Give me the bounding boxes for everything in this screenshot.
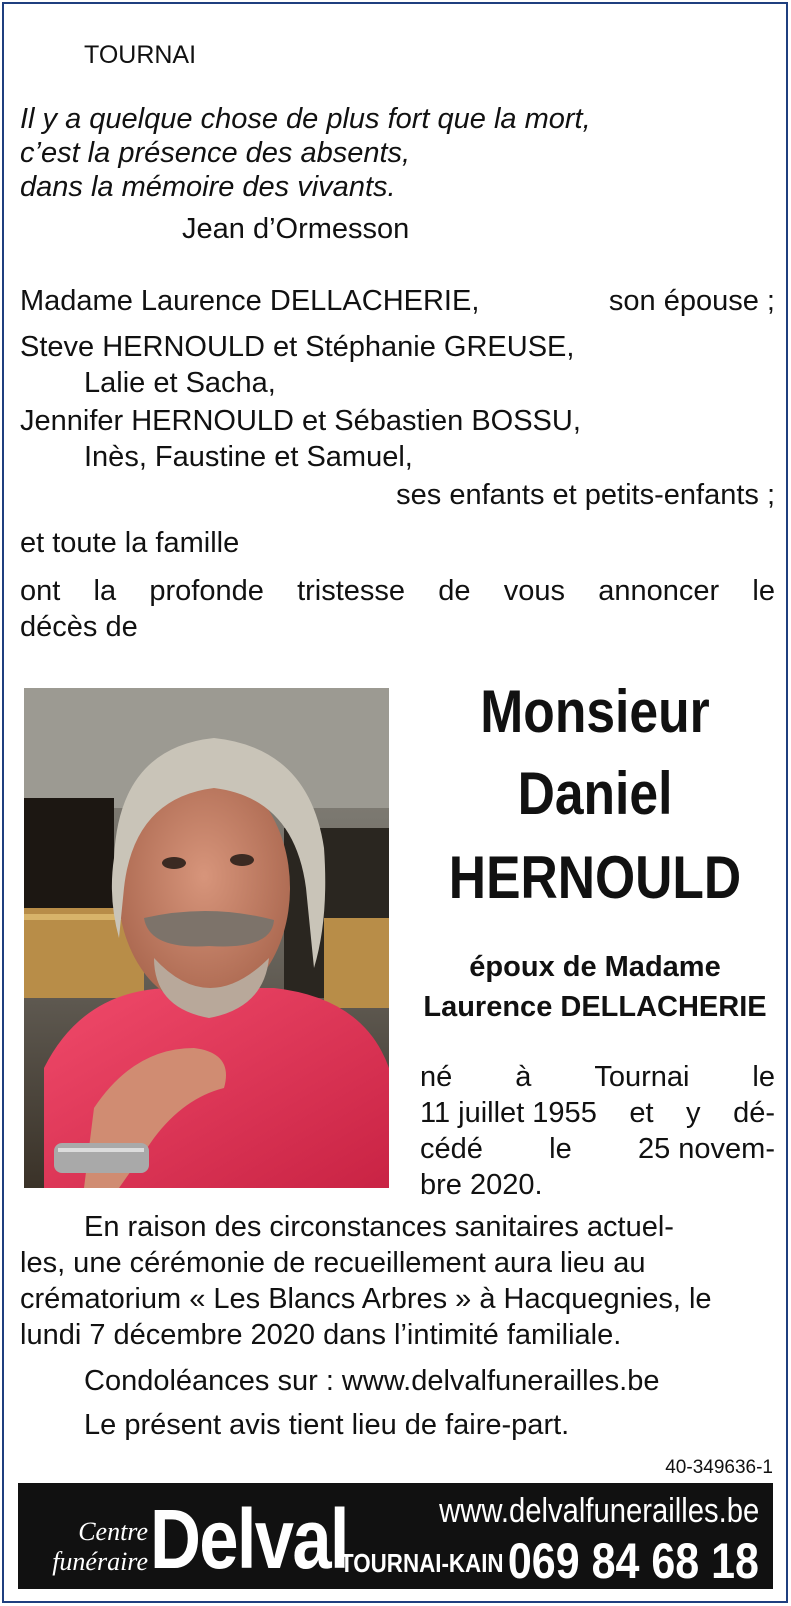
word: annoncer <box>598 575 720 607</box>
birth-line <box>420 1060 775 1094</box>
word: y <box>686 1097 701 1129</box>
word: tristesse <box>297 575 406 607</box>
birth-line <box>420 1132 775 1166</box>
ceremony-line: En raison des circonstances sanitaires actuel- <box>84 1211 674 1243</box>
word: le <box>752 1061 775 1093</box>
word: le <box>752 575 775 607</box>
word: et <box>629 1097 654 1129</box>
word: né <box>420 1061 453 1093</box>
portrait-photo <box>24 688 389 1188</box>
condolences-text: Condoléances sur : www.delvalfunerailles.be <box>84 1365 660 1397</box>
word: 11 juillet 1955 <box>420 1097 597 1129</box>
brand-name: Delval <box>150 1492 348 1586</box>
quote-author: Jean d’Ormesson <box>182 213 410 245</box>
ceremony-line: crématorium « Les Blancs Arbres » à Hacquegnies, le <box>20 1283 712 1315</box>
birth-line: bre 2020. <box>420 1169 543 1201</box>
word: la <box>93 575 117 607</box>
word: de <box>438 575 471 607</box>
grandchildren-line: Lalie et Sacha, <box>84 367 276 399</box>
word: dé- <box>733 1097 775 1129</box>
word: 25 novem- <box>637 1133 775 1165</box>
deceased-first-name: Daniel <box>517 760 673 827</box>
notice-text: Le présent avis tient lieu de faire-part. <box>84 1409 570 1441</box>
children-role: ses enfants et petits-enfants ; <box>396 479 775 511</box>
phone-number[interactable]: 069 84 68 18 <box>507 1533 759 1589</box>
deceased-title: Monsieur <box>480 678 710 745</box>
word: vous <box>503 575 566 607</box>
deceased-last-name: HERNOULD <box>448 844 742 911</box>
spouse-name: Madame Laurence DELLACHERIE, <box>20 285 480 317</box>
grandchildren-line: Inès, Faustine et Samuel, <box>84 441 413 473</box>
funeral-home-banner <box>18 1483 773 1589</box>
family-rest: et toute la famille <box>20 527 240 559</box>
centre-line: funéraire <box>52 1547 148 1576</box>
ceremony-line: les, une cérémonie de recueillement aura lieu au <box>20 1247 646 1279</box>
deceased-spouse-line: Laurence DELLACHERIE <box>423 991 767 1023</box>
reference-number: 40-349636-1 <box>665 1457 773 1478</box>
footer-city: TOURNAI-KAIN <box>340 1548 504 1578</box>
word: Tournai <box>594 1061 690 1093</box>
quote-line: c’est la présence des absents, <box>20 137 411 169</box>
ceremony-line: lundi 7 décembre 2020 dans l’intimité familiale. <box>20 1319 622 1351</box>
quote-line: dans la mémoire des vivants. <box>20 171 396 203</box>
word: ont <box>20 575 61 607</box>
child-line: Steve HERNOULD et Stéphanie GREUSE, <box>20 331 575 363</box>
word: cédé <box>420 1133 483 1165</box>
birth-line <box>420 1096 775 1130</box>
word: le <box>549 1133 572 1165</box>
word: profonde <box>149 575 264 607</box>
quote-line: Il y a quelque chose de plus fort que la mort, <box>20 103 591 135</box>
quote <box>20 102 591 204</box>
spouse-role: son épouse ; <box>608 285 775 317</box>
announcement-line-2: décès de <box>20 611 138 643</box>
centre-line: Centre <box>78 1517 148 1546</box>
deceased-spouse-line: époux de Madame <box>469 951 721 983</box>
announcement-line <box>20 574 775 608</box>
word: à <box>515 1061 532 1093</box>
centre-label <box>28 1517 148 1577</box>
city-header: TOURNAI <box>84 41 197 69</box>
website-link[interactable]: www.delvalfunerailles.be <box>438 1492 759 1530</box>
child-line: Jennifer HERNOULD et Sébastien BOSSU, <box>20 405 581 437</box>
